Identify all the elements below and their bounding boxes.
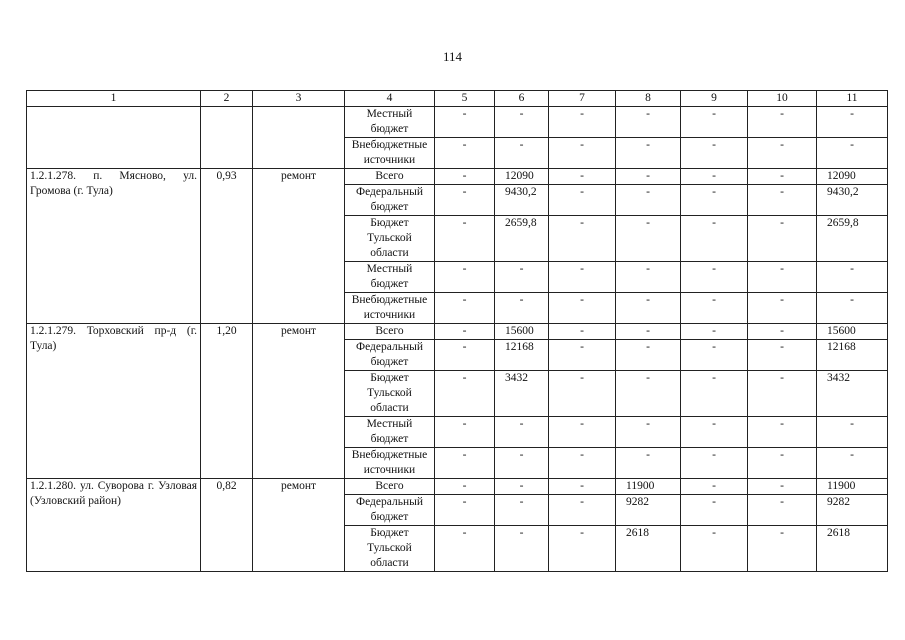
value-cell: 2618 xyxy=(817,526,888,572)
value-cell: - xyxy=(435,371,495,417)
value-cell: - xyxy=(549,448,616,479)
value-cell: - xyxy=(495,479,549,495)
value-cell: - xyxy=(549,293,616,324)
value-cell: - xyxy=(549,185,616,216)
funding-source: Федеральный бюджет xyxy=(345,185,435,216)
funding-source: Федеральный бюджет xyxy=(345,495,435,526)
value-cell: - xyxy=(495,138,549,169)
value-cell: - xyxy=(748,107,817,138)
value-cell: 2659,8 xyxy=(495,216,549,262)
value-cell: - xyxy=(549,324,616,340)
table-row xyxy=(27,324,888,340)
funding-source: Местный бюджет xyxy=(345,262,435,293)
value-cell: - xyxy=(748,448,817,479)
value-cell: - xyxy=(748,185,817,216)
value-cell: 12168 xyxy=(817,340,888,371)
value-cell: 12090 xyxy=(495,169,549,185)
value-cell: - xyxy=(681,216,748,262)
length-cell: 0,93 xyxy=(201,169,253,324)
value-cell: - xyxy=(616,293,681,324)
column-header: 8 xyxy=(616,91,681,107)
funding-source: Местный бюджет xyxy=(345,107,435,138)
value-cell: 15600 xyxy=(495,324,549,340)
value-cell: 11900 xyxy=(616,479,681,495)
object-name-cell: 1.2.1.279. Торховский пр-д (г. Тула) xyxy=(27,324,201,479)
value-cell: 9430,2 xyxy=(495,185,549,216)
value-cell: - xyxy=(435,479,495,495)
value-cell: - xyxy=(748,169,817,185)
value-cell: - xyxy=(549,169,616,185)
value-cell: 15600 xyxy=(817,324,888,340)
value-cell: - xyxy=(435,169,495,185)
value-cell: - xyxy=(435,324,495,340)
value-cell: - xyxy=(681,107,748,138)
object-name-cell xyxy=(27,107,201,169)
funding-source: Всего xyxy=(345,169,435,185)
column-header: 5 xyxy=(435,91,495,107)
value-cell: - xyxy=(817,293,888,324)
page-number: 114 xyxy=(442,49,463,64)
value-cell: - xyxy=(435,185,495,216)
value-cell: 3432 xyxy=(817,371,888,417)
value-cell: - xyxy=(435,216,495,262)
value-cell: - xyxy=(549,417,616,448)
column-header: 2 xyxy=(201,91,253,107)
value-cell: - xyxy=(549,479,616,495)
value-cell: - xyxy=(616,417,681,448)
value-cell: - xyxy=(817,107,888,138)
value-cell: - xyxy=(681,262,748,293)
value-cell: 2618 xyxy=(616,526,681,572)
funding-source: Бюджет Тульской области xyxy=(345,216,435,262)
funding-source: Внебюджетные источники xyxy=(345,293,435,324)
value-cell: - xyxy=(549,495,616,526)
value-cell: 11900 xyxy=(817,479,888,495)
header-row xyxy=(27,91,888,107)
value-cell: - xyxy=(549,138,616,169)
table-row xyxy=(27,169,888,185)
value-cell: - xyxy=(681,340,748,371)
length-cell: 1,20 xyxy=(201,324,253,479)
value-cell: - xyxy=(681,371,748,417)
value-cell: - xyxy=(435,495,495,526)
value-cell: - xyxy=(817,138,888,169)
value-cell: - xyxy=(748,216,817,262)
value-cell: - xyxy=(435,262,495,293)
value-cell: - xyxy=(748,324,817,340)
value-cell: - xyxy=(435,340,495,371)
value-cell: - xyxy=(549,340,616,371)
value-cell: - xyxy=(817,448,888,479)
value-cell: - xyxy=(435,293,495,324)
value-cell: - xyxy=(748,340,817,371)
object-name-cell: 1.2.1.278. п. Мясново, ул. Громова (г. Тула) xyxy=(27,169,201,324)
funding-source: Местный бюджет xyxy=(345,417,435,448)
table-row xyxy=(27,479,888,495)
column-header: 6 xyxy=(495,91,549,107)
value-cell: 9282 xyxy=(616,495,681,526)
value-cell: - xyxy=(681,324,748,340)
value-cell: - xyxy=(748,479,817,495)
value-cell: - xyxy=(748,138,817,169)
value-cell: - xyxy=(616,324,681,340)
value-cell: - xyxy=(549,371,616,417)
value-cell: - xyxy=(435,526,495,572)
value-cell: - xyxy=(748,262,817,293)
funding-source: Бюджет Тульской области xyxy=(345,526,435,572)
value-cell: - xyxy=(549,526,616,572)
work-type-cell xyxy=(253,107,345,169)
funding-source: Всего xyxy=(345,479,435,495)
value-cell: - xyxy=(549,262,616,293)
value-cell: - xyxy=(681,138,748,169)
funding-source: Бюджет Тульской области xyxy=(345,371,435,417)
value-cell: - xyxy=(681,495,748,526)
value-cell: 9430,2 xyxy=(817,185,888,216)
value-cell: - xyxy=(681,417,748,448)
value-cell: - xyxy=(616,216,681,262)
value-cell: - xyxy=(435,107,495,138)
value-cell: - xyxy=(495,107,549,138)
value-cell: 12090 xyxy=(817,169,888,185)
work-type-cell: ремонт xyxy=(253,324,345,479)
value-cell: - xyxy=(616,340,681,371)
value-cell: - xyxy=(616,185,681,216)
value-cell: - xyxy=(495,526,549,572)
value-cell: - xyxy=(495,262,549,293)
length-cell: 0,82 xyxy=(201,479,253,572)
column-header: 9 xyxy=(681,91,748,107)
value-cell: - xyxy=(616,107,681,138)
column-header: 11 xyxy=(817,91,888,107)
value-cell: - xyxy=(495,495,549,526)
value-cell: - xyxy=(748,293,817,324)
value-cell: - xyxy=(616,371,681,417)
value-cell: - xyxy=(616,262,681,293)
value-cell: 12168 xyxy=(495,340,549,371)
value-cell: - xyxy=(616,138,681,169)
value-cell: - xyxy=(681,526,748,572)
value-cell: - xyxy=(748,417,817,448)
object-name-cell: 1.2.1.280. ул. Суворова г. Узловая (Узловский район) xyxy=(27,479,201,572)
value-cell: - xyxy=(681,448,748,479)
value-cell: 2659,8 xyxy=(817,216,888,262)
value-cell: 3432 xyxy=(495,371,549,417)
value-cell: - xyxy=(681,185,748,216)
funding-source: Внебюджетные источники xyxy=(345,138,435,169)
value-cell: - xyxy=(435,448,495,479)
length-cell xyxy=(201,107,253,169)
funding-source: Федеральный бюджет xyxy=(345,340,435,371)
value-cell: - xyxy=(495,448,549,479)
funding-source: Внебюджетные источники xyxy=(345,448,435,479)
value-cell: - xyxy=(748,371,817,417)
value-cell: - xyxy=(616,448,681,479)
column-header: 10 xyxy=(748,91,817,107)
value-cell: - xyxy=(681,479,748,495)
value-cell: - xyxy=(748,495,817,526)
column-header: 7 xyxy=(549,91,616,107)
funding-source: Всего xyxy=(345,324,435,340)
work-type-cell: ремонт xyxy=(253,479,345,572)
budget-table xyxy=(26,90,888,572)
value-cell: - xyxy=(549,216,616,262)
value-cell: 9282 xyxy=(817,495,888,526)
value-cell: - xyxy=(681,169,748,185)
value-cell: - xyxy=(549,107,616,138)
value-cell: - xyxy=(817,262,888,293)
work-type-cell: ремонт xyxy=(253,169,345,324)
value-cell: - xyxy=(435,417,495,448)
value-cell: - xyxy=(681,293,748,324)
value-cell: - xyxy=(495,293,549,324)
column-header: 4 xyxy=(345,91,435,107)
value-cell: - xyxy=(435,138,495,169)
value-cell: - xyxy=(616,169,681,185)
value-cell: - xyxy=(748,526,817,572)
table-row xyxy=(27,107,888,138)
column-header: 3 xyxy=(253,91,345,107)
value-cell: - xyxy=(495,417,549,448)
value-cell: - xyxy=(817,417,888,448)
column-header: 1 xyxy=(27,91,201,107)
